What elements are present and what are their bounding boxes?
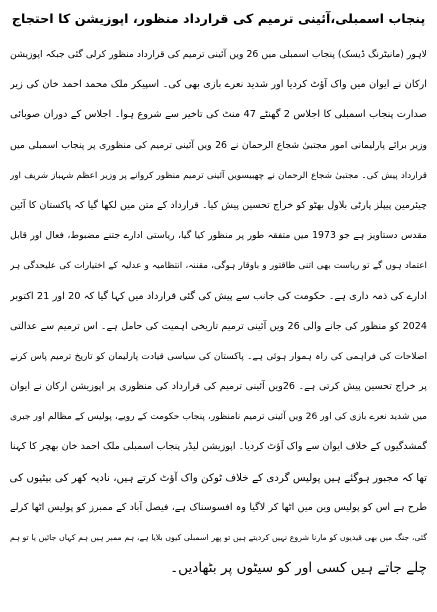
article-line: صدارت پنجاب اسمبلی کا اجلاس 2 گھنٹے 47 منٹ کی تاخیر سے شروع ہوا۔ اجلاس کے دوران صوبائی — [10, 109, 427, 121]
article-line: ادارے کی ذمہ داری ہے۔ حکومت کی جانب سے پیش کی گئی قرارداد میں کہا گیا کہ 20 اور 21 اکتوبر — [10, 290, 427, 302]
article-line: ارکان نے ایوان میں واک آؤٹ کردیا اور شدید نعرے بازی بھی کی۔ اسپیکر ملک محمد احمد خان کی زیر — [10, 79, 427, 91]
article-line: چلے جاتے ہیں کسی اور کو سیٹوں پر بٹھادیں۔ — [170, 560, 427, 577]
article-line: 2024 کو منظور کی جانے والی 26 ویں آئینی ترمیم تاریخی اہمیت کی حامل ہے۔ اس ترمیم سے عدالتی — [10, 320, 427, 332]
article-line: لاہور (مانیٹرنگ ڈیسک) پنجاب اسمبلی میں 26 ویں آئینی ترمیم کی قرارداد منظور کرلی گئی جبکہ اپوزیشن — [10, 49, 427, 60]
article-line: گمشدگیوں کے خلاف ایوان سے واک آؤٹ کردیا۔ اپوزیشن لیڈر پنجاب اسمبلی ملک احمد خان بھچر کا کہنا — [10, 441, 427, 453]
article-line: مقدس دستاویز ہے جو 1973 میں متفقہ طور پر منظور کیا گیا، ریاستی ادارے جتنے مضبوط، فعال اور قابل — [10, 230, 427, 242]
article-line: اعتماد ہوں گے تو ریاست بھی اتنی طاقتور و باوقار ہوگی، مقننہ، انتظامیہ و عدلیہ کے اختیارات کی علیحدگی ہر — [10, 261, 427, 272]
article-line: میں شدید نعرے بازی کی اور 26 ویں آئینی ترمیم نامنظور، پنجاب حکومت کے رویے، پولیس کے مظالم اور جبری — [10, 412, 427, 423]
article-line: قرارداد پیش کی۔ مجتبیٰ شجاع الرحمان نے چھبیسویں آئینی ترمیم منظور کروانے پر وزیر اعظم شہباز شریف اور — [10, 170, 427, 181]
article-headline: پنجاب اسمبلی،آئینی ترمیم کی قرارداد منظور، اپوزیشن کا احتجاج — [11, 12, 426, 27]
article-body — [10, 40, 427, 583]
article-line: پر خراج تحسین پیش کرتی ہے۔ 26ویں آئینی ترمیم کی قرارداد کی منظوری پر اپوزیشن ارکان نے ایوان — [10, 381, 427, 393]
article-line: تھا کہ مجبور ہوگئے ہیں پولیس گردی کے خلاف ٹوکن واک آؤٹ کرتے ہیں، نادیہ کھر کی بیٹیوں کی — [10, 471, 427, 484]
article-line: طرح ہے اس کو پولیس وین میں اٹھا کر لاگیا وہ افسوسناک ہے، فیصل آباد کے ممبرز کو پولیس اٹھا کرلے — [10, 501, 427, 513]
article-line: اصلاحات کی فراہمی کی راہ ہموار ہوئی ہے۔ پاکستان کی سیاسی قیادت پارلیمان کو تاریخ ترمیم پاس کرنے — [10, 351, 427, 362]
article-line: گئی، جنگ میں بھی قیدیوں کو مارنا شروع نہیں کردیتے ہیں تو پھر اسمبلی کیوں بلایا ہے، ہم ممبر ہیں ہم کہاں جائیں یا تو ہم — [10, 533, 427, 542]
article-line: وزیر برائے پارلیمانی امور مجتبیٰ شجاع الرحمان نے 26 ویں آئینی ترمیم کی منظوری پر پنجاب اسمبلی میں — [10, 139, 427, 151]
article-line: چیئرمین پیپلز پارٹی بلاول بھٹو کو خراج تحسین پیش کیا۔ قرارداد کے متن میں لکھا گیا کہ پاکستان کا آئین — [10, 199, 427, 211]
